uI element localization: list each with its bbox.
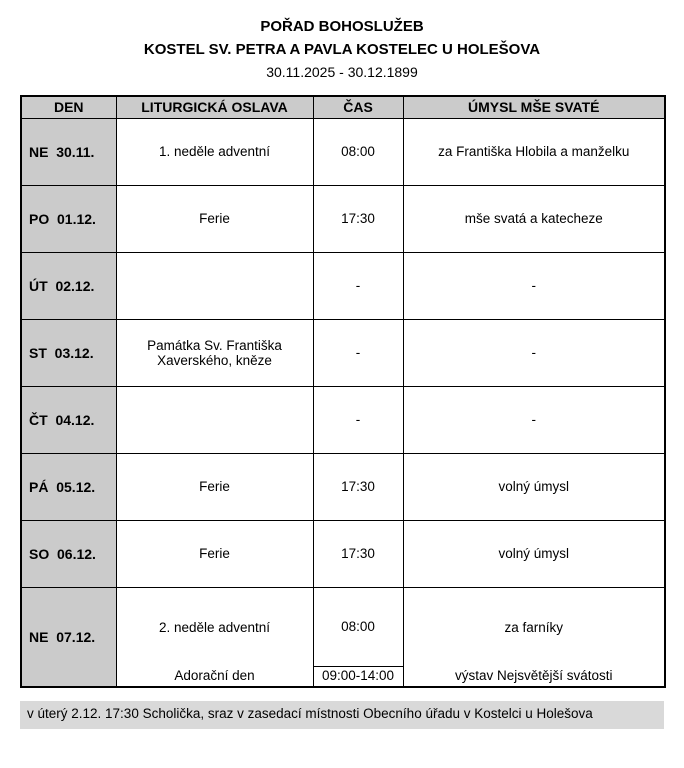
intention-cell: mše svatá a katecheze [403,185,665,252]
celebration-cell: 1. neděle adventní [116,118,313,185]
page-title: POŘAD BOHOSLUŽEB [260,18,424,35]
time-secondary: 09:00-14:00 [314,666,403,686]
time-cell: 17:30 [313,185,403,252]
column-header-cas: ČAS [313,96,403,118]
intention-main: za farníky [504,619,564,635]
time-main: 08:00 [341,619,375,634]
day-cell: NE 30.11. [21,118,116,185]
celebration-cell: Ferie [116,520,313,587]
table-row [21,319,665,386]
schedule-table [20,95,666,688]
celebration-cell: Ferie [116,185,313,252]
celebration-cell [116,386,313,453]
day-cell: PÁ 05.12. [21,453,116,520]
time-cell: - [313,319,403,386]
intention-cell: za Františka Hlobila a manželku [403,118,665,185]
celebration-secondary: Adorační den [174,667,255,683]
intention-secondary: výstav Nejsvětější svátosti [454,667,613,683]
column-header-oslava: LITURGICKÁ OSLAVA [116,96,313,118]
footer-note: v úterý 2.12. 17:30 Scholička, sraz v zasedací místnosti Obecního úřadu v Kostelci u Holešova [20,701,664,729]
table-row [21,185,665,252]
day-cell: ST 03.12. [21,319,116,386]
time-cell: 17:30 [313,520,403,587]
table-row [21,587,665,687]
celebration-main: 2. neděle adventní [158,619,271,635]
column-header-den: DEN [21,96,116,118]
intention-cell [403,587,665,687]
time-cell: 17:30 [313,453,403,520]
celebration-cell [116,252,313,319]
day-cell: NE 07.12. [21,587,116,687]
table-header-row [21,96,665,118]
table-row [21,453,665,520]
document-header [20,16,664,83]
celebration-cell: Ferie [116,453,313,520]
time-cell: - [313,252,403,319]
column-header-umysl: ÚMYSL MŠE SVATÉ [403,96,665,118]
day-cell: PO 01.12. [21,185,116,252]
intention-cell: volný úmysl [403,520,665,587]
day-cell: ÚT 02.12. [21,252,116,319]
intention-cell: volný úmysl [403,453,665,520]
page-subtitle: KOSTEL SV. PETRA A PAVLA KOSTELEC U HOLEŠOVA [143,40,541,58]
time-cell: - [313,386,403,453]
table-row [21,252,665,319]
table-row [21,386,665,453]
table-row [21,520,665,587]
day-cell: SO 06.12. [21,520,116,587]
celebration-cell [116,587,313,687]
celebration-cell: Památka Sv. Františka Xaverského, kněze [116,319,313,386]
table-row [21,118,665,185]
intention-cell: - [403,252,665,319]
day-cell: ČT 04.12. [21,386,116,453]
time-cell: 08:00 [313,118,403,185]
intention-cell: - [403,386,665,453]
intention-cell: - [403,319,665,386]
date-range: 30.11.2025 - 30.12.1899 [266,64,418,80]
time-cell [313,587,403,687]
